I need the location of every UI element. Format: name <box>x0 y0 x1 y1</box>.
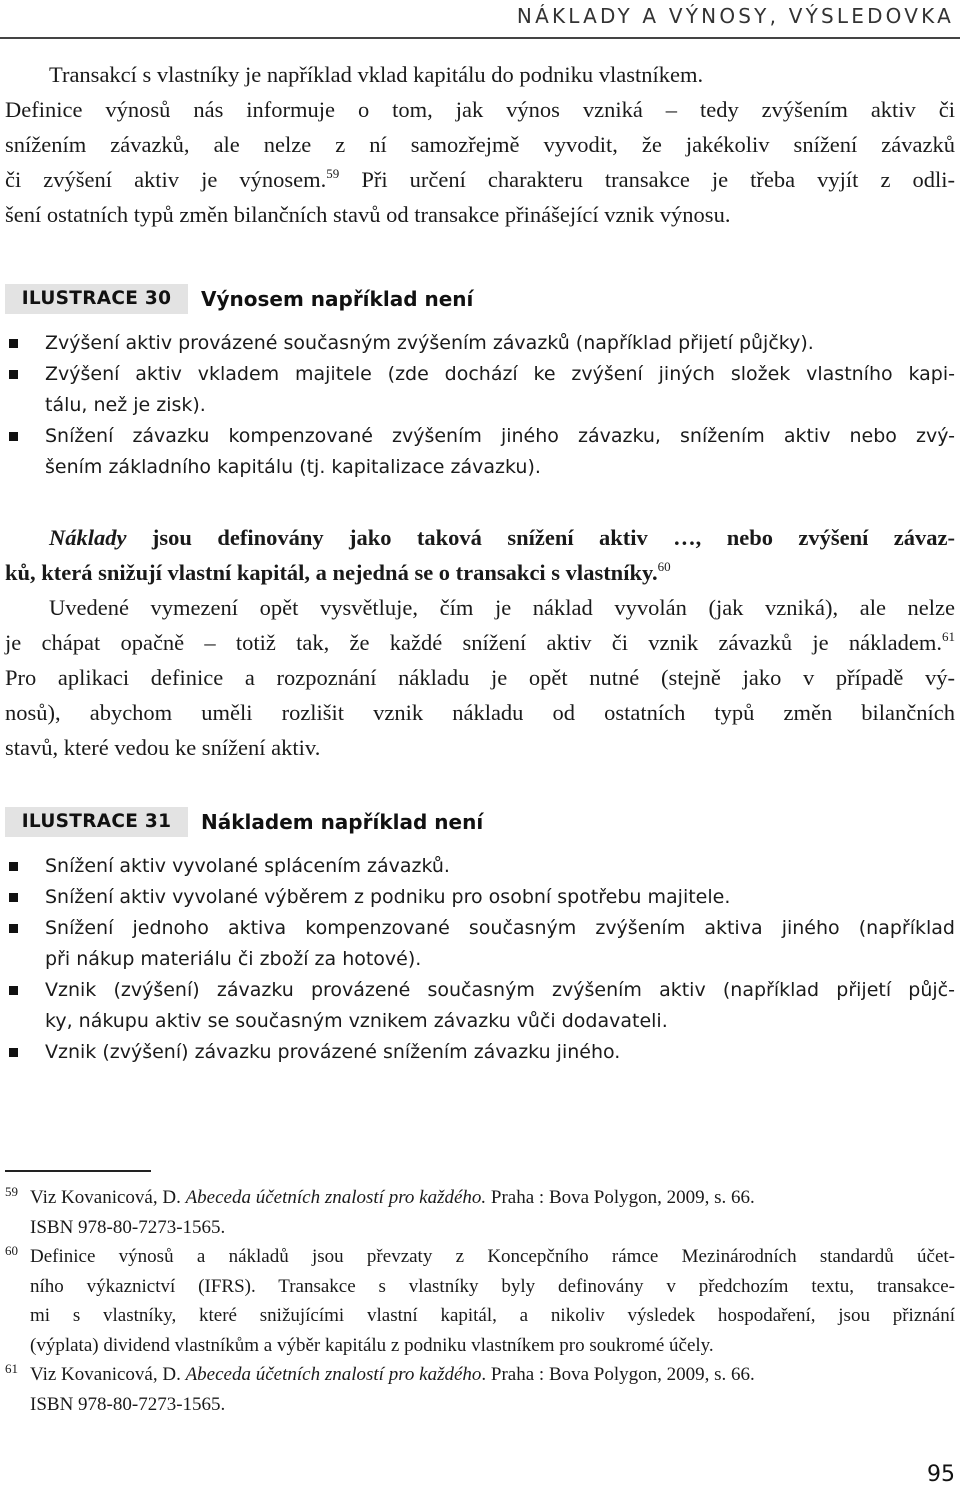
text-segment: jsou definovány jako taková snížení aktiv …, nebo zvýšení závaz- <box>126 525 955 550</box>
text-line: snížením závazků, ale nelze z ní samozřejmě vyvodit, že jakékoliv snížení závazků <box>5 132 955 157</box>
book-title: Abeceda účetních znalostí pro každého <box>185 1364 482 1385</box>
paragraph-costs-definition <box>5 520 955 765</box>
illustration-31-heading <box>5 807 955 837</box>
book-title: Abeceda účetních znalostí pro každého. <box>185 1187 487 1208</box>
text-line: Snížení aktiv vyvolané splácením závazků. <box>45 855 450 877</box>
running-header: NÁKLADY A VÝNOSY, VÝSLEDOVKA <box>516 4 954 28</box>
text-line: Definice výnosů nás informuje o tom, jak výnos vzniká – tedy zvýšením aktiv či <box>5 97 955 122</box>
text-segment: Viz Kovanicová, D. <box>30 1364 186 1385</box>
text-line: (výplata) dividend vlastníkům a výběr kapitálu z podniku vlastníkem pro soukromé účely. <box>30 1334 714 1356</box>
footnote-60 <box>5 1242 955 1360</box>
footnote-number: 59 <box>5 1184 18 1199</box>
text-line: ky, nákupu aktiv se současným vznikem závazku vůči dodavateli. <box>45 1010 668 1032</box>
text-line: Zvýšení aktiv vkladem majitele (zde dochází ke zvýšení jiných složek vlastního kapi- <box>45 363 955 385</box>
text-segment: Viz Kovanicová, D. <box>30 1187 186 1208</box>
illustration-31-list <box>5 851 955 1068</box>
text-line: šením základního kapitálu (tj. kapitalizace závazku). <box>45 456 541 478</box>
text-line: Snížení závazku kompenzované zvýšením jiného závazku, snížením aktiv nebo zvý- <box>45 425 955 447</box>
square-bullet-icon <box>9 432 18 441</box>
footnote-ref-60[interactable]: 60 <box>657 559 671 574</box>
footnote-ref-61[interactable]: 61 <box>942 629 955 644</box>
illustration-title: Výnosem například není <box>201 287 474 311</box>
square-bullet-icon <box>9 339 18 348</box>
illustration-label: ILUSTRACE 31 <box>5 807 188 837</box>
list-item <box>5 421 955 483</box>
text-segment: Při určení charakteru transakce je třeba vyjít z odli- <box>339 167 955 192</box>
text-line: Definice výnosů a nákladů jsou převzaty z Koncepčního rámce Mezinárodních standardů účet- <box>30 1246 955 1267</box>
square-bullet-icon <box>9 986 18 995</box>
square-bullet-icon <box>9 1048 18 1057</box>
text-line: mi s vlastníky, které snižujícími vlastní kapitál, a nikoliv výsledek hospodaření, jsou přiznání <box>30 1305 955 1326</box>
square-bullet-icon <box>9 924 18 933</box>
text-line <box>5 162 955 197</box>
text-line: nosů), abychom uměli rozlišit vznik nákladu od ostatních typů změn bilančních <box>5 700 955 725</box>
text-line: Uvedené vymezení opět vysvětluje, čím je náklad vyvolán (jak vzniká), ale nelze <box>49 595 955 620</box>
text-segment: je chápat opačně – totiž tak, že každé snížení aktiv či vznik závazků je nákladem. <box>5 630 942 655</box>
text-line: Pro aplikaci definice a rozpoznání nákladu je opět nutné (stejně jako v případě vý- <box>5 665 955 690</box>
text-line <box>5 520 955 555</box>
illustration-30-list <box>5 328 955 483</box>
illustration-30-heading <box>5 284 955 314</box>
list-item <box>5 359 955 421</box>
text-line <box>5 625 955 660</box>
text-segment: . Praha : Bova Polygon, 2009, s. 66. <box>481 1364 755 1385</box>
text-line: stavů, které vedou ke snížení aktiv. <box>5 735 321 760</box>
illustration-label: ILUSTRACE 30 <box>5 284 188 314</box>
text-line: Vznik (zvýšení) závazku provázené současným zvýšením aktiv (například přijetí půjč- <box>45 979 955 1001</box>
footnote-61 <box>5 1360 955 1419</box>
list-item <box>5 851 955 882</box>
text-line <box>5 555 955 590</box>
footnote-separator <box>5 1170 151 1172</box>
list-item <box>5 882 955 913</box>
square-bullet-icon <box>9 862 18 871</box>
text-line: ního výkaznictví (IFRS). Transakce s vlastníky byly definovány v předchozím textu, transakce- <box>30 1275 955 1297</box>
footnote-ref-59[interactable]: 59 <box>326 166 340 181</box>
illustration-title: Nákladem například není <box>201 810 484 834</box>
square-bullet-icon <box>9 893 18 902</box>
header-rule <box>0 37 960 39</box>
text-line <box>30 1360 955 1390</box>
text-line: ISBN 978-80-7273-1565. <box>30 1393 226 1415</box>
text-line <box>30 1183 955 1213</box>
text-line: Vznik (zvýšení) závazku provázené snížením závazku jiného. <box>45 1041 621 1063</box>
square-bullet-icon <box>9 370 18 379</box>
text-segment: ků, která snižují vlastní kapitál, a nejedná se o transakci s vlastníky. <box>5 560 658 585</box>
footnote-number: 60 <box>5 1243 18 1258</box>
text-line: Transakcí s vlastníky je například vklad kapitálu do podniku vlastníkem. <box>49 62 704 87</box>
text-segment: či zvýšení aktiv je výnosem. <box>5 167 327 192</box>
footnote-59 <box>5 1183 955 1242</box>
definition-term: Náklady <box>49 525 127 550</box>
text-line: šení ostatních typů změn bilančních stavů od transakce přinášející vznik výnosu. <box>5 202 731 227</box>
text-line: Zvýšení aktiv provázené současným zvýšením závazků (například přijetí půjčky). <box>45 332 814 354</box>
page-number: 95 <box>927 1462 955 1487</box>
list-item <box>5 975 955 1037</box>
list-item <box>5 328 955 359</box>
footnote-number: 61 <box>5 1361 18 1376</box>
text-line: tálu, než je zisk). <box>45 394 206 416</box>
text-line: Snížení jednoho aktiva kompenzované současným zvýšením aktiva jiného (například <box>45 917 955 939</box>
paragraph-transactions <box>5 57 955 232</box>
text-line: při nákup materiálu či zboží za hotové). <box>45 948 422 970</box>
text-segment: Praha : Bova Polygon, 2009, s. 66. <box>486 1187 755 1208</box>
text-line: ISBN 978-80-7273-1565. <box>30 1216 226 1238</box>
text-line: Snížení aktiv vyvolané výběrem z podniku pro osobní spotřebu majitele. <box>45 886 731 908</box>
list-item <box>5 913 955 975</box>
list-item <box>5 1037 955 1068</box>
